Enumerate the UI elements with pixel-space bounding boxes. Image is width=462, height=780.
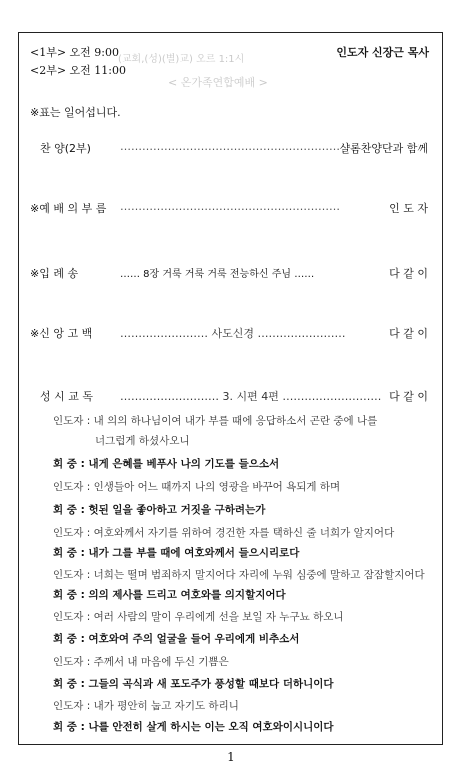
order-item-responsive-reading	[30, 388, 430, 406]
order-dots: ……………………………………………………	[120, 140, 340, 153]
faint-header-text: (교회,(성)(별)교) 오르 1:1시	[118, 54, 245, 65]
reading-line: 인도자 : 주께서 내 마음에 두신 기쁨은	[53, 656, 229, 668]
order-title: 찬 양(2부)	[40, 142, 91, 155]
order-item-call-to-worship	[30, 200, 430, 218]
order-responsible: 샬롬찬양단과 함께	[339, 142, 428, 155]
reading-line: 인도자 : 여호와께서 자기를 위하여 경건한 자를 택하신 줄 너희가 알지어다	[53, 527, 395, 539]
order-item-creed	[30, 325, 430, 343]
service-time-2: <2부> 오전 11:00	[30, 64, 127, 77]
standing-note: ※표는 일어섭니다.	[30, 106, 121, 119]
reading-line: 인도자 : 인생들아 어느 때까지 나의 영광을 바꾸어 욕되게 하며	[53, 481, 341, 493]
reading-line: 회 중 : 내게 은혜를 베푸사 나의 기도를 들으소서	[53, 458, 280, 470]
order-dots: …………………… 사도신경 ……………………	[120, 327, 346, 340]
reading-line: 회 중 : 헛된 일을 좋아하고 거짓을 구하려는가	[53, 504, 266, 516]
order-title: ※신 앙 고 백	[30, 327, 93, 340]
faint-subtitle: < 온가족연합예배 >	[168, 76, 268, 89]
order-dots: …… 8장 거룩 거룩 거룩 전능하신 주님 ……	[120, 269, 315, 280]
order-title: 성 시 교 독	[40, 390, 93, 403]
order-dots: ……………………………………………………	[120, 200, 340, 213]
reading-line: 회 중 : 내가 그를 부를 때에 여호와께서 들으시리로다	[53, 547, 300, 559]
order-item-processional	[30, 265, 430, 283]
order-responsible: 다 같 이	[389, 327, 428, 340]
reading-line: 회 중 : 여호와여 주의 얼굴을 들어 우리에게 비추소서	[53, 633, 300, 645]
reading-line: 회 중 : 의의 제사를 드리고 여호와를 의지할지어다	[53, 589, 286, 601]
reading-line: 인도자 : 내 의의 하나님이여 내가 부를 때에 응답하소서 곤란 중에 나를	[53, 415, 378, 427]
order-responsible: 인 도 자	[389, 202, 428, 215]
reading-line: 인도자 : 내가 평안히 눕고 자기도 하리니	[53, 700, 239, 712]
reading-line: 너그럽게 하셨사오니	[95, 435, 190, 447]
order-responsible: 다 같 이	[389, 267, 428, 280]
reading-line: 인도자 : 너희는 떨며 범죄하지 말지어다 자리에 누워 심중에 말하고 잠잠할지어다	[53, 569, 425, 581]
leader-name: 인도자 신장근 목사	[336, 46, 429, 59]
order-dots: ……………………… 3. 시편 4편 ………………………	[120, 390, 382, 403]
service-time-1: <1부> 오전 9:00	[30, 46, 120, 59]
order-title: ※예 배 의 부 름	[30, 202, 107, 215]
order-title: ※입 례 송	[30, 267, 79, 280]
order-item-praise	[30, 140, 430, 158]
order-responsible: 다 같 이	[389, 390, 428, 403]
reading-line: 인도자 : 여러 사람의 말이 우리에게 선을 보일 자 누구뇨 하오니	[53, 611, 344, 623]
reading-line: 회 중 : 나를 안전히 살게 하시는 이는 오직 여호와이시니이다	[53, 721, 334, 733]
page-number: 1	[227, 750, 235, 764]
reading-line: 회 중 : 그들의 곡식과 새 포도주가 풍성할 때보다 더하니이다	[53, 678, 334, 690]
